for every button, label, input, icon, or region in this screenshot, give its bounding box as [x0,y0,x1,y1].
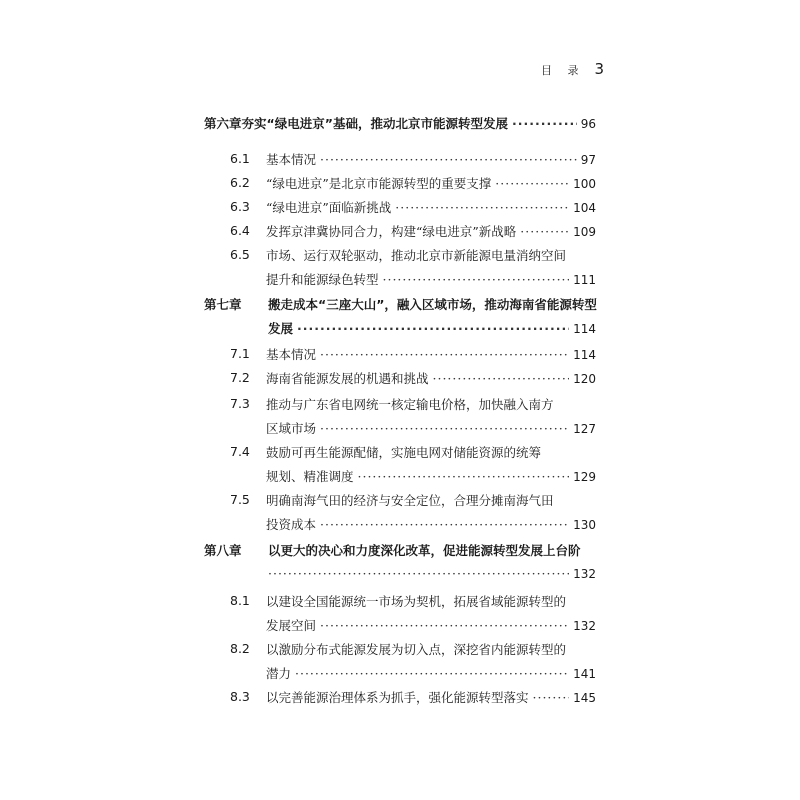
section-title-cont: 规划、精准调度 [266,469,354,484]
section-number: 8.2 [230,641,250,656]
section-page: 141 [573,667,596,681]
leader-dots [268,566,569,581]
section-number: 6.1 [230,151,250,166]
leader-dots [295,666,569,681]
section-title: “绿电进京”面临新挑战 [266,200,392,215]
section-number: 7.5 [230,492,250,507]
section-page: 132 [573,619,596,633]
leader-dots [520,224,569,239]
chapter-title: 搬走成本“三座大山”，融入区域市场，推动海南省能源转型 [268,297,597,312]
chapter-entry-cont[interactable] [268,319,596,337]
running-head-label: 目 录 [540,64,585,77]
section-page: 130 [573,518,596,532]
section-entry[interactable] [266,616,596,634]
page-number: 3 [594,60,604,78]
section-page: 111 [573,273,596,287]
section-page: 97 [580,153,596,167]
section-page: 109 [573,225,596,239]
chapter-page: 96 [580,117,596,131]
chapter-number: 第八章 [204,543,242,558]
section-title-cont: 区域市场 [266,421,317,436]
section-entry[interactable] [266,419,596,437]
chapter-title: 夯实“绿电进京”基础，推动北京市能源转型发展 [241,116,508,131]
leader-dots [320,618,569,633]
leader-dots [433,371,570,386]
section-entry[interactable] [266,198,596,216]
section-number: 7.1 [230,346,250,361]
section-title: 基本情况 [266,152,317,167]
section-title: 发挥京津冀协同合力，构建“绿电进京”新战略 [266,224,517,239]
section-page: 104 [573,201,596,215]
section-number: 8.3 [230,689,250,704]
section-title[interactable]: 推动与广东省电网统一核定输电价格，加快融入南方 [266,397,554,412]
section-number: 7.2 [230,370,250,385]
chapter-page: 114 [573,322,596,336]
section-title: 基本情况 [266,347,317,362]
leader-dots [358,469,570,484]
leader-dots [495,176,569,191]
section-page: 127 [573,422,596,436]
section-title[interactable]: 以激励分布式能源发展为切入点，深挖省内能源转型的 [266,642,567,657]
chapter-number: 第六章 [204,116,242,131]
section-number: 6.4 [230,223,250,238]
section-entry[interactable] [266,688,596,706]
section-entry[interactable] [266,515,596,533]
section-number: 8.1 [230,593,250,608]
leader-dots [297,321,569,336]
leader-dots [320,517,569,532]
chapter-title-cont: 发展 [268,321,294,336]
leader-dots [512,116,577,131]
section-title[interactable]: 市场、运行双轮驱动，推动北京市新能源电量消纳空间 [266,248,567,263]
chapter-entry[interactable] [204,295,597,313]
chapter-title: 以更大的决心和力度深化改革，促进能源转型发展上台阶 [268,543,581,558]
chapter-page: 132 [573,567,596,581]
section-title[interactable]: 明确南海气田的经济与安全定位，合理分摊南海气田 [266,493,554,508]
leader-dots [383,272,570,287]
section-number: 7.3 [230,396,250,411]
running-head [541,60,604,78]
section-title[interactable]: 以建设全国能源统一市场为契机，拓展省域能源转型的 [266,594,567,609]
section-title-cont: 发展空间 [266,618,317,633]
leader-dots [395,200,569,215]
section-title: “绿电进京”是北京市能源转型的重要支撑 [266,176,492,191]
leader-dots [320,347,569,362]
section-entry[interactable] [266,270,596,288]
section-entry[interactable] [266,345,596,363]
section-page: 145 [573,691,596,705]
section-title-cont: 潜力 [266,666,292,681]
section-title-cont: 投资成本 [266,517,317,532]
section-entry[interactable] [266,150,596,168]
section-title: 以完善能源治理体系为抓手，强化能源转型落实 [266,690,529,705]
section-page: 114 [573,348,596,362]
chapter-number: 第七章 [204,297,242,312]
section-page: 120 [573,372,596,386]
section-number: 6.5 [230,247,250,262]
leader-dots [320,421,569,436]
section-title[interactable]: 鼓励可再生能源配储，实施电网对储能资源的统筹 [266,445,542,460]
section-entry[interactable] [266,369,596,387]
section-page: 129 [573,470,596,484]
section-number: 7.4 [230,444,250,459]
leader-dots [320,152,577,167]
chapter-entry[interactable] [204,114,596,132]
section-title: 海南省能源发展的机遇和挑战 [266,371,429,386]
section-page: 100 [573,177,596,191]
section-entry[interactable] [266,222,596,240]
leader-dots [533,690,570,705]
section-entry[interactable] [266,467,596,485]
section-title-cont: 提升和能源绿色转型 [266,272,379,287]
section-entry[interactable] [266,664,596,682]
chapter-entry-cont[interactable] [268,566,596,584]
section-number: 6.3 [230,199,250,214]
section-entry[interactable] [266,174,596,192]
chapter-entry[interactable] [204,541,581,559]
section-number: 6.2 [230,175,250,190]
